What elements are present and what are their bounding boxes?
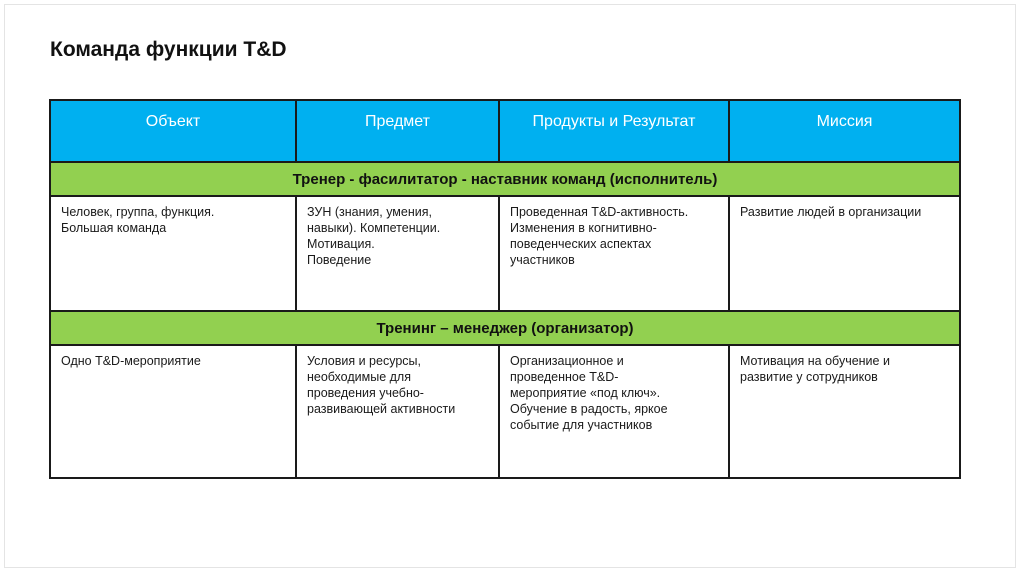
cell-mission <box>729 345 960 478</box>
cell-line: необходимые для <box>307 370 411 384</box>
cell-line: мероприятие «под ключ». <box>510 386 661 400</box>
cell-line: навыки). Компетенции. <box>307 221 441 235</box>
section-row-manager <box>50 311 960 345</box>
cell-line: поведенческих аспектах <box>510 237 652 251</box>
cell-subject <box>296 345 499 478</box>
cell-line: участников <box>510 253 575 267</box>
cell-object <box>50 345 296 478</box>
cell-subject <box>296 196 499 311</box>
section-row-trainer <box>50 162 960 196</box>
header-products-results: Продукты и Результат <box>499 100 729 162</box>
table-row <box>50 196 960 311</box>
cell-line: развитие у сотрудников <box>740 370 878 384</box>
cell-line: Человек, группа, функция. <box>61 205 215 219</box>
section-label-trainer: Тренер - фасилитатор - наставник команд (исполнитель) <box>50 162 960 196</box>
cell-line: Изменения в когнитивно- <box>510 221 657 235</box>
cell-line: Поведение <box>307 253 372 267</box>
section-label-manager: Тренинг – менеджер (организатор) <box>50 311 960 345</box>
header-object: Объект <box>50 100 296 162</box>
table-row <box>50 345 960 478</box>
cell-line: Условия и ресурсы, <box>307 354 421 368</box>
team-functions-table <box>49 99 961 479</box>
cell-line: Обучение в радость, яркое <box>510 402 668 416</box>
cell-line: Организационное и <box>510 354 624 368</box>
cell-line: ЗУН (знания, умения, <box>307 205 432 219</box>
cell-products-results <box>499 345 729 478</box>
header-mission: Миссия <box>729 100 960 162</box>
cell-mission <box>729 196 960 311</box>
cell-line: Проведенная T&D-активность. <box>510 205 689 219</box>
cell-line: проведения учебно- <box>307 386 424 400</box>
cell-products-results <box>499 196 729 311</box>
cell-line: Развитие людей в организации <box>740 205 922 219</box>
cell-line: Одно T&D-мероприятие <box>61 354 201 368</box>
header-subject: Предмет <box>296 100 499 162</box>
cell-line: проведенное T&D- <box>510 370 619 384</box>
cell-line: событие для участников <box>510 418 653 432</box>
cell-line: Мотивация на обучение и <box>740 354 890 368</box>
cell-line: Мотивация. <box>307 237 375 251</box>
cell-object <box>50 196 296 311</box>
cell-line: Большая команда <box>61 221 167 235</box>
header-row <box>50 100 960 162</box>
cell-line: развивающей активности <box>307 402 456 416</box>
slide-title: Команда функции T&D <box>50 38 287 61</box>
